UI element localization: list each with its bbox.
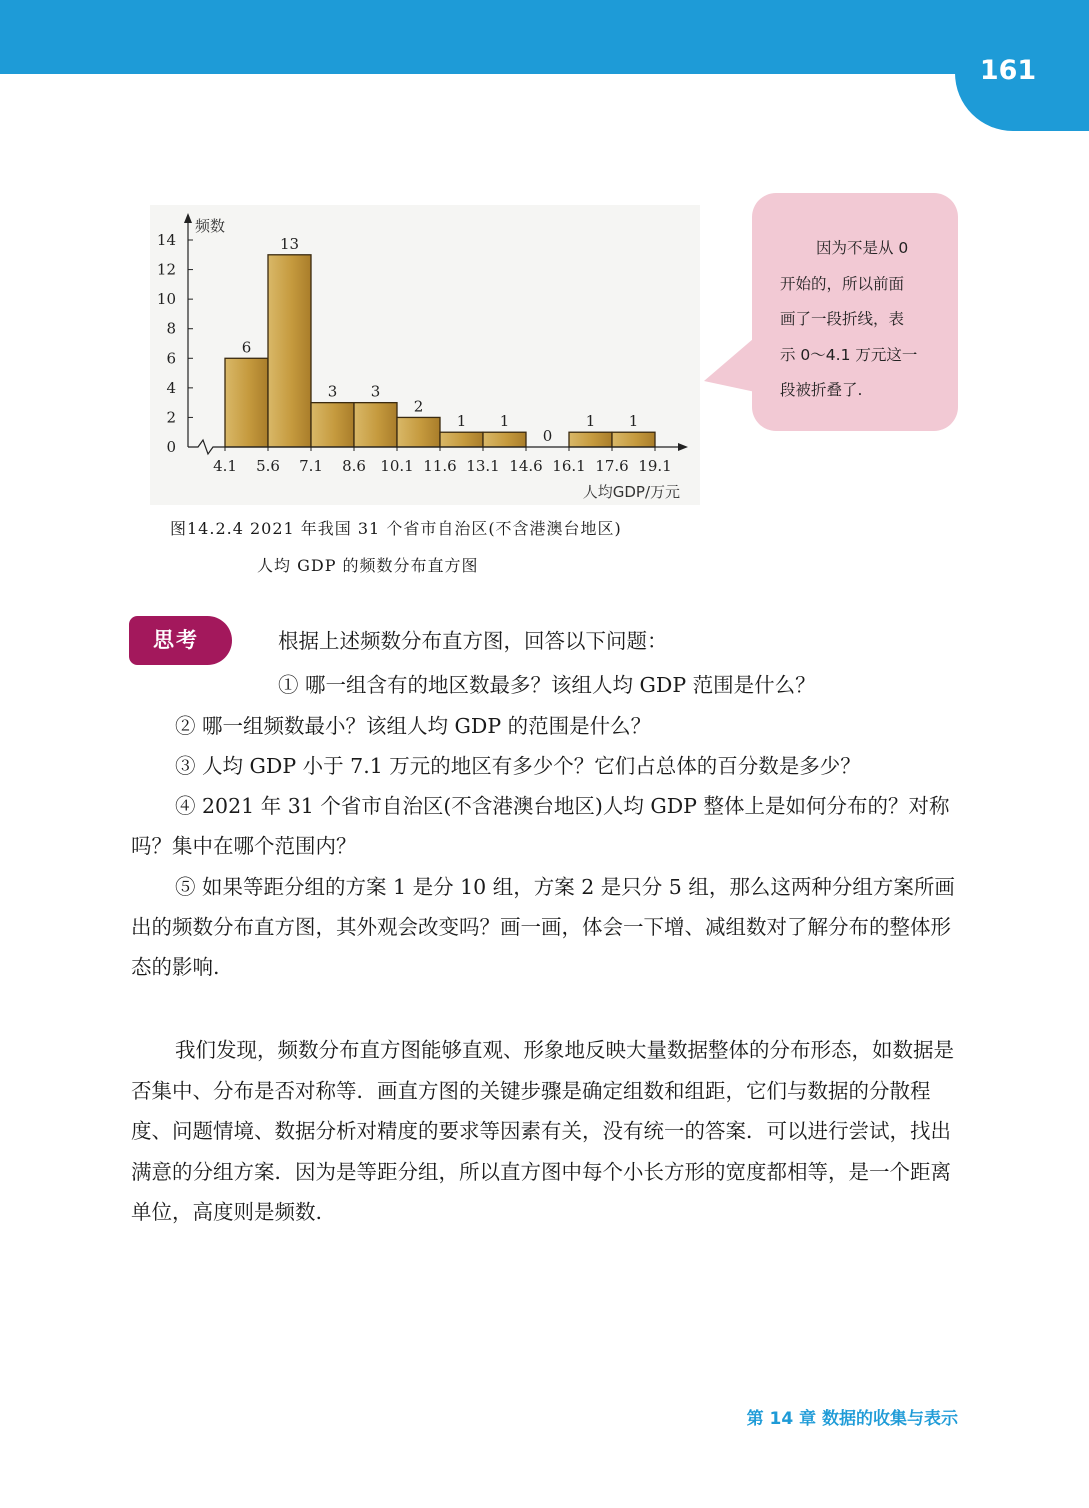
figure-caption-line2: 人均 GDP 的频数分布直方图 [257,556,479,575]
y-tick-label: 12 [156,260,176,279]
x-tick-label: 8.6 [342,457,366,475]
page-number: 161 [979,55,1037,86]
y-tick-label: 2 [166,408,176,427]
chapter-footer: 第 14 章 数据的收集与表示 [746,1409,958,1429]
y-tick-label: 6 [166,349,176,368]
question-2: ② 哪一组频数最小？该组人均 GDP 的范围是什么？ [175,714,652,738]
body-paragraph: 我们发现，频数分布直方图能够直观、形象地反映大量数据整体的分布形态，如数据是否集中、分布是否对称等．画直方图的关键步骤是确定组数和组距，它们与数据的分散程度、问题情境、数据分析对精度的要求等因素有关，没有统一的答案．可以进行尝试，找出满意的分组方案．因为是等距分组，所以直方图中每个小长方形的宽度都相等，是一个距离单位，高度则是频数. [131,1038,954,1224]
bubble-line: 段被折叠了. [780,381,863,399]
bubble-line: 开始的，所以前面 [780,274,905,293]
y-tick-label: 14 [156,231,176,249]
speech-bubble [700,193,960,433]
x-tick-label: 19.1 [638,457,672,475]
bar-value-label: 0 [542,427,553,445]
y-tick-label: 8 [166,319,176,338]
speech-bubble-tail [700,193,760,433]
histogram-bar [440,432,483,447]
x-tick-label: 13.1 [466,457,500,475]
histogram-bar [569,432,612,447]
question-4: ④ 2021 年 31 个省市自治区(不含港澳台地区)人均 GDP 整体上是如何分布的？对称吗？集中在哪个范围内？ [131,794,950,858]
x-tick-label: 10.1 [380,457,414,475]
bar-value-label: 3 [370,382,381,401]
bar-value-label: 1 [585,412,596,431]
think-intro: 根据上述频数分布直方图，回答以下问题： [278,629,668,653]
x-tick-label: 16.1 [552,457,586,475]
bar-value-label: 1 [456,412,467,431]
bubble-line: 画了一段折线，表 [780,310,905,328]
bubble-line: 因为不是从 0 [816,239,909,257]
figure-caption-line1: 图14.2.4 2021 年我国 31 个省市自治区(不含港澳台地区) [170,519,622,538]
histogram-bar [311,403,354,447]
bubble-line: 示 0～4.1 万元这一 [780,345,918,364]
think-badge: 思考 [129,616,232,665]
histogram-bar [225,358,268,447]
question-1: ① 哪一组含有的地区数最多？该组人均 GDP 范围是什么？ [278,673,816,697]
histogram-bar [268,255,311,447]
x-tick-label: 11.6 [423,457,457,475]
histogram-bar [612,432,655,447]
bar-value-label: 6 [241,338,252,357]
header-band [0,0,1089,74]
question-3: ③ 人均 GDP 小于 7.1 万元的地区有多少个？它们占总体的百分数是多少？ [175,754,861,778]
bar-value-label: 1 [499,412,510,431]
bar-value-label: 1 [628,412,639,431]
question-5: ⑤ 如果等距分组的方案 1 是分 10 组，方案 2 是只分 5 组，那么这两种分组方案所画出的频数分布直方图，其外观会改变吗？画一画，体会一下增、减组数对了解分布的整体形态的影响. [131,875,955,979]
histogram-bar [483,432,526,447]
y-tick-label: 10 [156,290,176,309]
bar-value-label: 13 [279,234,300,253]
histogram-bar [397,417,440,447]
x-tick-label: 7.1 [299,457,323,475]
bar-value-label: 2 [413,397,424,416]
y-tick-label: 4 [166,378,176,397]
x-tick-label: 14.6 [509,457,543,475]
x-tick-label: 17.6 [595,457,629,475]
bar-value-label: 3 [327,382,338,401]
histogram-chart [150,205,700,505]
y-tick-label: 0 [166,438,176,456]
x-tick-label: 4.1 [213,457,237,475]
y-axis-label: 频数 [195,217,226,235]
x-tick-label: 5.6 [256,457,280,475]
histogram-bar [354,403,397,447]
histogram-figure [150,205,700,505]
x-axis-label: 人均GDP/万元 [582,483,680,501]
speech-bubble-text [780,231,940,409]
